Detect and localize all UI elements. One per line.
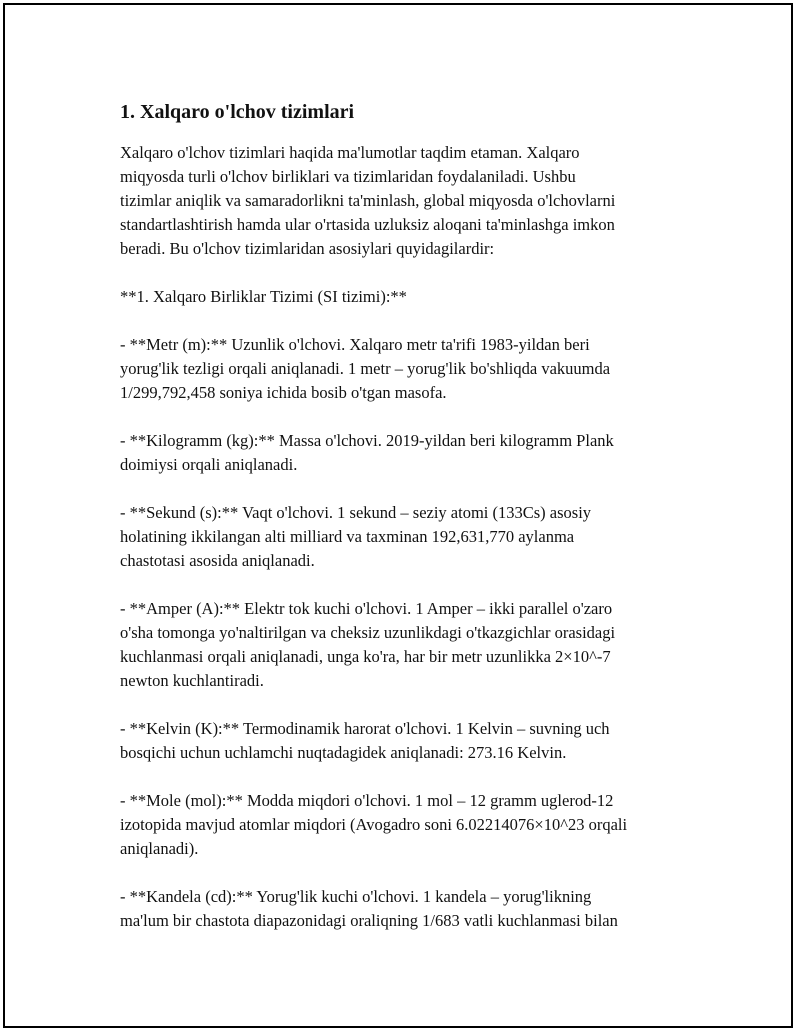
text-line: 1/299,792,458 soniya ichida bosib o'tgan masofa. [120,383,447,402]
paragraph [120,285,680,309]
text-line: Xalqaro o'lchov tizimlari haqida ma'lumotlar taqdim etaman. Xalqaro [120,143,580,162]
text-line: - **Kilogramm (kg):** Massa o'lchovi. 2019-yildan beri kilogramm Plank [120,431,614,450]
text-line: chastotasi asosida aniqlanadi. [120,551,315,570]
text-line: holatining ikkilangan alti milliard va taxminan 192,631,770 aylanma [120,527,575,546]
paragraph-list [120,141,680,933]
text-line: newton kuchlantiradi. [120,671,264,690]
text-line: **1. Xalqaro Birliklar Tizimi (SI tizimi):** [120,287,407,306]
text-line: yorug'lik tezligi orqali aniqlanadi. 1 metr – yorug'lik bo'shliqda vakuumda [120,359,611,378]
text-line: ma'lum bir chastota diapazonidagi oraliqning 1/683 vatli kuchlanmasi bilan [120,911,618,930]
text-line: kuchlanmasi orqali aniqlanadi, unga ko'ra, har bir metr uzunlikka 2×10^-7 [120,647,611,666]
paragraph [120,597,680,693]
document-title: 1. Xalqaro o'lchov tizimlari [120,101,355,123]
paragraph [120,429,680,477]
text-line: - **Mole (mol):** Modda miqdori o'lchovi. 1 mol – 12 gramm uglerod-12 [120,791,614,810]
text-line: - **Amper (A):** Elektr tok kuchi o'lchovi. 1 Amper – ikki parallel o'zaro [120,599,613,618]
paragraph [120,717,680,765]
paragraph [120,333,680,405]
text-line: - **Sekund (s):** Vaqt o'lchovi. 1 sekund – seziy atomi (133Cs) asosiy [120,503,592,522]
text-line: aniqlanadi). [120,839,199,858]
text-line: tizimlar aniqlik va samaradorlikni ta'minlash, global miqyosda o'lchovlarni [120,191,616,210]
text-line: o'sha tomonga yo'naltirilgan va cheksiz uzunlikdagi o'tkazgichlar orasidagi [120,623,616,642]
page-frame [3,3,793,1028]
text-line: bosqichi uchun uchlamchi nuqtadagidek aniqlanadi: 273.16 Kelvin. [120,743,567,762]
paragraph [120,501,680,573]
text-line: doimiysi orqali aniqlanadi. [120,455,298,474]
paragraph [120,885,680,933]
text-line: beradi. Bu o'lchov tizimlaridan asosiylari quyidagilardir: [120,239,495,258]
text-line: - **Kelvin (K):** Termodinamik harorat o'lchovi. 1 Kelvin – suvning uch [120,719,610,738]
text-line: izotopida mavjud atomlar miqdori (Avogadro soni 6.02214076×10^23 orqali [120,815,628,834]
document-body [120,99,680,957]
paragraph [120,789,680,861]
text-line: - **Kandela (cd):** Yorug'lik kuchi o'lchovi. 1 kandela – yorug'likning [120,887,592,906]
text-line: - **Metr (m):** Uzunlik o'lchovi. Xalqaro metr ta'rifi 1983-yildan beri [120,335,590,354]
text-line: standartlashtirish hamda ular o'rtasida uzluksiz aloqani ta'minlashga imkon [120,215,615,234]
text-line: miqyosda turli o'lchov birliklari va tizimlaridan foydalaniladi. Ushbu [120,167,576,186]
paragraph [120,141,680,261]
